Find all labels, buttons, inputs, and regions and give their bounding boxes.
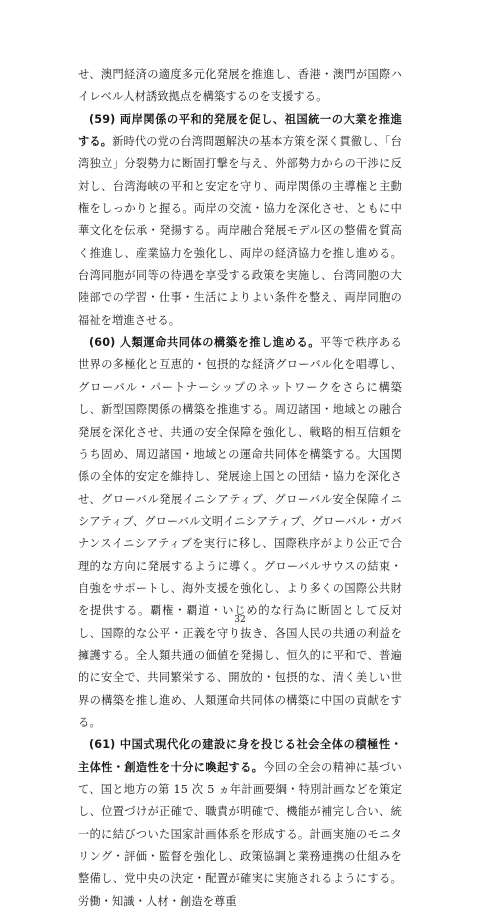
paragraph-61-text: 今回の全会の精神に基づいて、国と地方の第 15 次 5 ヵ年計画要綱・特別計画などを策定し、位置づけが正確で、職責が明確で、機能が補完し合い、統一的に結びついた国家計画体系を形成する。計画実施のモニタリング・評価・監督を強化し、政策協調と業務連携の仕組みを整備し、党中央の決定・配置が確実に実施されるようにする。労働・知識・人材・創造を尊重 [78,760,402,908]
paragraph-60-heading: (60) 人類運命共同体の構築を推し進める。 [89,336,321,350]
paragraph-59-text: 新時代の党の台湾問題解決の基本方策を深く貫徹し、「台湾独立」分裂勢力に断固打撃を与え、外部勢力からの干渉に反対し、台湾海峡の平和と安定を守り、両岸関係の主導権と主動権をしっかりと握る。両岸の交流・協力を深化させ、ともに中華文化を伝承・発揚する。両岸融合発展モデル区の整備を質高く推進し、産業協力を強化し、両岸の経済協力を推し進める。台湾同胞が同等の待遇を享受する政策を実施し、台湾同胞の大陸部での学習・仕事・生活によりよい条件を整え、両岸同胞の福祉を増進させる。 [78,135,402,327]
page-number: 32 [234,615,246,625]
intro-paragraph: せ、澳門経済の適度多元化発展を推進し、香港・澳門が国際ハイレベル人材誘致拠点を構築するのを支援する。 [78,68,402,104]
paragraph-60 [78,332,402,734]
paragraph-61 [78,734,402,913]
paragraph-59 [78,109,402,332]
body-text [78,64,402,913]
paragraph-61-heading: (61) 中国式現代化の建設に身を投じる社会全体の積極性・主体性・創造性を十分に喚起する。 [78,738,402,774]
paragraph-60-text: 平等で秩序ある世界の多極化と互恵的・包摂的な経済グローバル化を唱導し、グローバル・パートナーシップのネットワークをさらに構築し、新型国際関係の構築を推進する。周辺諸国・地域との融合発展を深化させ、共通の安全保障を強化し、戦略的相互信頼をうち固め、周辺諸国・地域との運命共同体を構築する。大国関係の全体的安定を維持し、発展途上国との団結・協力を深化させ、グローバル発展イニシアティブ、グローバル安全保障イニシアティブ、グローバル文明イニシアティブ、グローバル・ガバナンスイニシアティブを実行に移し、国際秩序がより公正で合理的な方向に発展するように導く。グローバルサウスの結束・自強をサポートし、海外支援を強化し、より多くの国際公共財を提供する。覇権・覇道・いじめ的な行為に断固として反対し、国際的な公平・正義を守り抜き、各国人民の共通の利益を擁護する。全人類共通の価値を発揚し、恒久的に平和で、普遍的に安全で、共同繁栄する、開放的・包摂的な、清く美しい世界の構築を推し進め、人類運命共同体の構築に中国の貢献をする。 [78,336,402,729]
paragraph-59-heading: (59) 両岸関係の平和的発展を促し、祖国統一の大業を推進する。 [78,112,402,149]
